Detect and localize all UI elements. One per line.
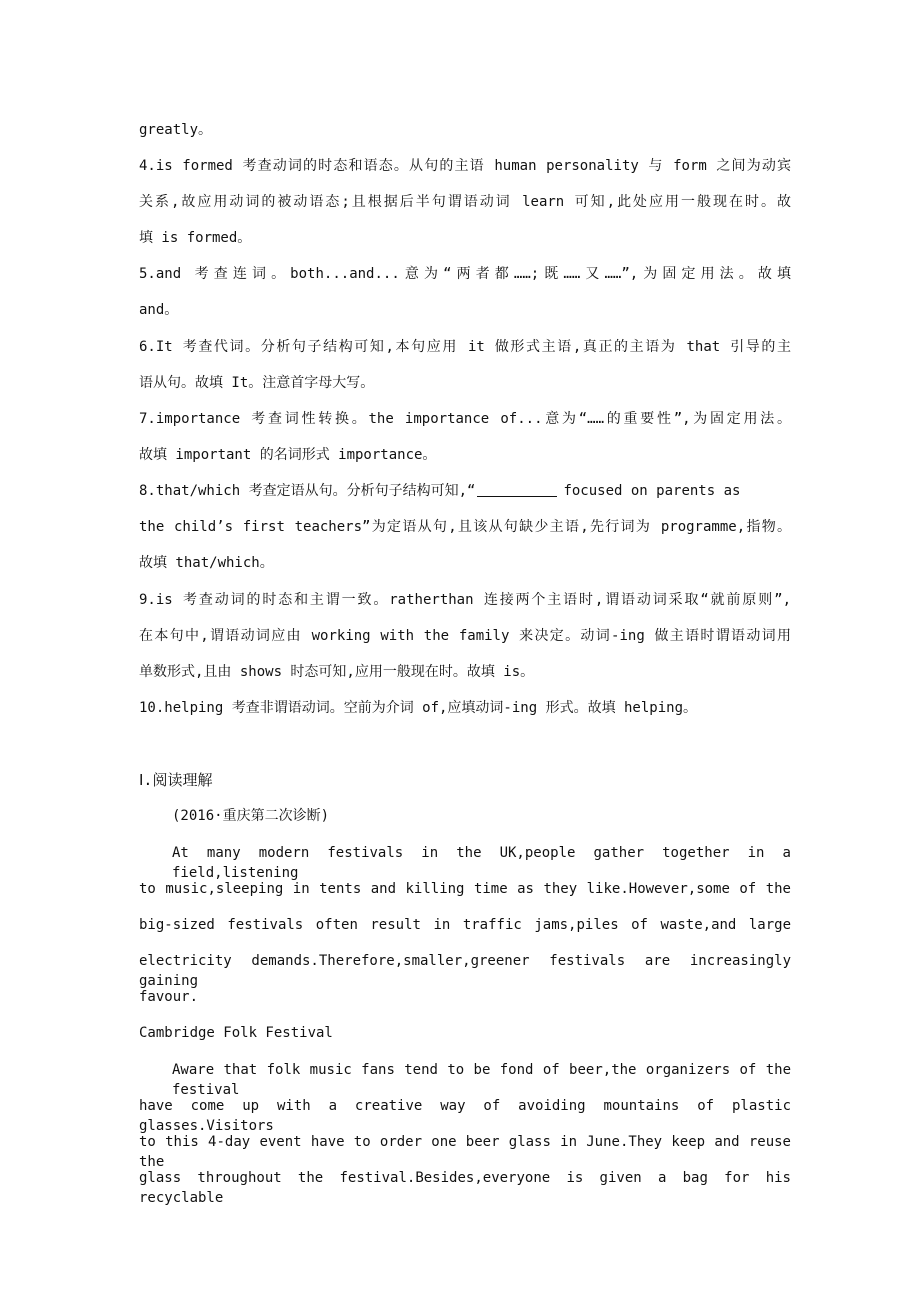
fill-in-blank — [477, 482, 557, 497]
passage-line: favour. — [139, 989, 199, 1005]
answer-4-line: 填 is formed。 — [139, 230, 252, 246]
passage-line: Aware that folk music fans tend to be fond of beer,the organizers of the festival — [172, 1062, 791, 1098]
answer-5-line: and。 — [139, 302, 179, 318]
passage-line: to music,sleeping in tents and killing time as they like.However,some of the — [139, 881, 791, 897]
answer-9-line: 单数形式,且由 shows 时态可知,应用一般现在时。故填 is。 — [139, 664, 535, 680]
passage-line: At many modern festivals in the UK,people gather together in a field,listening — [172, 845, 791, 881]
answer-6-line: 语从句。故填 It。注意首字母大写。 — [139, 375, 375, 391]
answer-8-text: focused on parents as — [563, 483, 741, 499]
passage-line: have come up with a creative way of avoiding mountains of plastic glasses.Visitors — [139, 1098, 791, 1134]
answer-9-line: 9.is 考查动词的时态和主谓一致。ratherthan 连接两个主语时,谓语动词采取“就前原则”, — [139, 592, 791, 608]
passage-line: to this 4-day event have to order one beer glass in June.They keep and reuse the — [139, 1134, 791, 1170]
answer-4-line: 4.is formed 考查动词的时态和语态。从句的主语 human personality 与 form 之间为动宾 — [139, 158, 791, 174]
answer-7-line: 故填 important 的名词形式 importance。 — [139, 447, 437, 463]
answer-6-line: 6.It 考查代词。分析句子结构可知,本句应用 it 做形式主语,真正的主语为 that 引导的主 — [139, 339, 791, 355]
answer-line: greatly。 — [139, 122, 213, 138]
answer-5-line: 5.and 考查连词。both...and...意为“两者都……;既……又……”,为固定用法。故填 — [139, 266, 791, 282]
answer-8-line — [139, 481, 791, 501]
answer-4-line: 关系,故应用动词的被动语态;且根据后半句谓语动词 learn 可知,此处应用一般现在时。故 — [139, 194, 791, 210]
answer-8-line: the child’s first teachers”为定语从句,且该从句缺少主语,先行词为 programme,指物。 — [139, 519, 791, 535]
answer-8-line: 故填 that/which。 — [139, 555, 274, 571]
passage-subtitle: Cambridge Folk Festival — [139, 1025, 333, 1041]
answer-7-line: 7.importance 考查词性转换。the importance of...意为“……的重要性”,为固定用法。 — [139, 411, 791, 427]
section-title: Ⅰ.阅读理解 — [139, 771, 213, 789]
passage-source: (2016·重庆第二次诊断) — [172, 808, 330, 824]
answer-10-line: 10.helping 考查非谓语动词。空前为介词 of,应填动词-ing 形式。故填 helping。 — [139, 700, 698, 716]
answer-8-text: 8.that/which 考查定语从句。分析句子结构可知,“ — [139, 483, 476, 499]
passage-line: big-sized festivals often result in traffic jams,piles of waste,and large — [139, 917, 791, 933]
passage-line: glass throughout the festival.Besides,everyone is given a bag for his recyclable — [139, 1170, 791, 1206]
answer-9-line: 在本句中,谓语动词应由 working with the family 来决定。动词-ing 做主语时谓语动词用 — [139, 628, 791, 644]
passage-line: electricity demands.Therefore,smaller,greener festivals are increasingly gaining — [139, 953, 791, 989]
